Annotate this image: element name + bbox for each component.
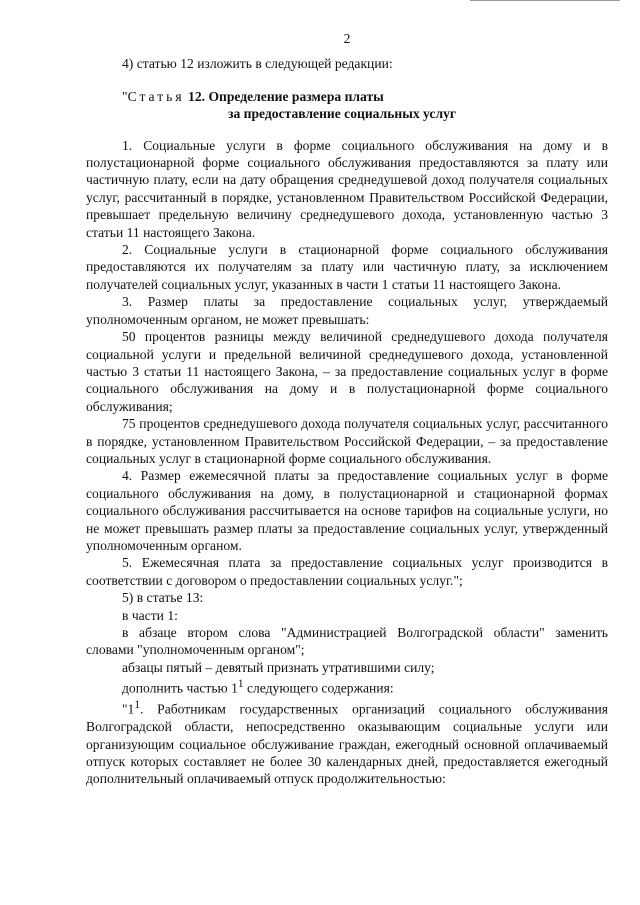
article-heading: [86, 88, 608, 123]
article-title-line1: Определение размера платы: [208, 88, 384, 104]
top-rule: [470, 0, 620, 1]
paragraph-1-1: "$1^1$. Работникам государственных организаций социального обслуживания Волгоградской области, непосредственно оказывающим социальные услуги или организующим социальное обслуживание граждан, ежегодный основной оплачиваемый отпуск которых составляет не более 30 календарных дней, предоставляется ежегодный дополнительный оплачиваемый отпуск продолжительностью:: [86, 699, 608, 787]
page-number: 2: [343, 31, 351, 46]
article-quote: ": [122, 88, 128, 104]
section-5-abzac-2: в абзаце втором слова "Администрацией Волгоградской области" заменить словами "уполномоченным органом";: [86, 625, 608, 658]
article-word: Статья: [127, 88, 185, 104]
section-5: 5) в статье 13:: [122, 590, 204, 606]
intro-line: 4) статью 12 изложить в следующей редакции:: [122, 56, 393, 72]
section-5-part: в части 1:: [122, 607, 178, 623]
document-page: [86, 30, 608, 788]
article-title-line2: за предоставление социальных услуг: [228, 106, 457, 122]
paragraph-4: 4. Размер ежемесячной платы за предоставление социальных услуг в форме социального обслуживания на дому, в полустационарной и стационарной формах социального обслуживания рассчитывается на основе тарифов на социальные услуги, но не может превышать размер платы за предоставление социальных услуг, утвержденный уполномоченным органом.: [86, 468, 608, 553]
section-5-add: дополнить частью $1^1$ следующего содержания:: [122, 678, 394, 696]
paragraph-3b: 75 процентов среднедушевого дохода получателя социальных услуг, рассчитанного в порядке, установленном Правительством Российской Федерации, – за предоставление социальных услуг в стационарной форме социального обслуживания.: [86, 416, 608, 466]
paragraph-1: 1. Социальные услуги в форме социального обслуживания на дому и в полустационарной форме социального обслуживания предоставляются за плату или частичную плату, если на дату обращения среднедушевой доход получателя социальных услуг, рассчитанный в порядке, установленном Правительством Российской Федерации, превышает предельную величину среднедушевого дохода, установленную частью 3 статьи 11 настоящего Закона.: [86, 137, 608, 240]
paragraph-5: 5. Ежемесячная плата за предоставление социальных услуг производится в соответствии с договором о предоставлении социальных услуг.";: [86, 555, 608, 588]
paragraph-3: 3. Размер платы за предоставление социальных услуг, утверждаемый уполномоченным органом, не может превышать:: [86, 294, 608, 327]
article-number: 12.: [184, 88, 209, 104]
paragraph-3a: 50 процентов разницы между величиной среднедушевого дохода получателя социальной услуги и предельной величиной среднедушевого дохода, установленной частью 3 статьи 11 настоящего Закона, – за предоставление социальных услуг в форме социального обслуживания на дому и в полустационарной форме социального обслуживания;: [86, 329, 608, 414]
paragraph-2: 2. Социальные услуги в стационарной форме социального обслуживания предоставляются их получателям за плату или частичную плату, за исключением получателей социальных услуг, указанных в части 1 статьи 11 настоящего Закона.: [86, 242, 608, 292]
section-5-abzac-5: абзацы пятый – девятый признать утратившими силу;: [122, 659, 435, 675]
